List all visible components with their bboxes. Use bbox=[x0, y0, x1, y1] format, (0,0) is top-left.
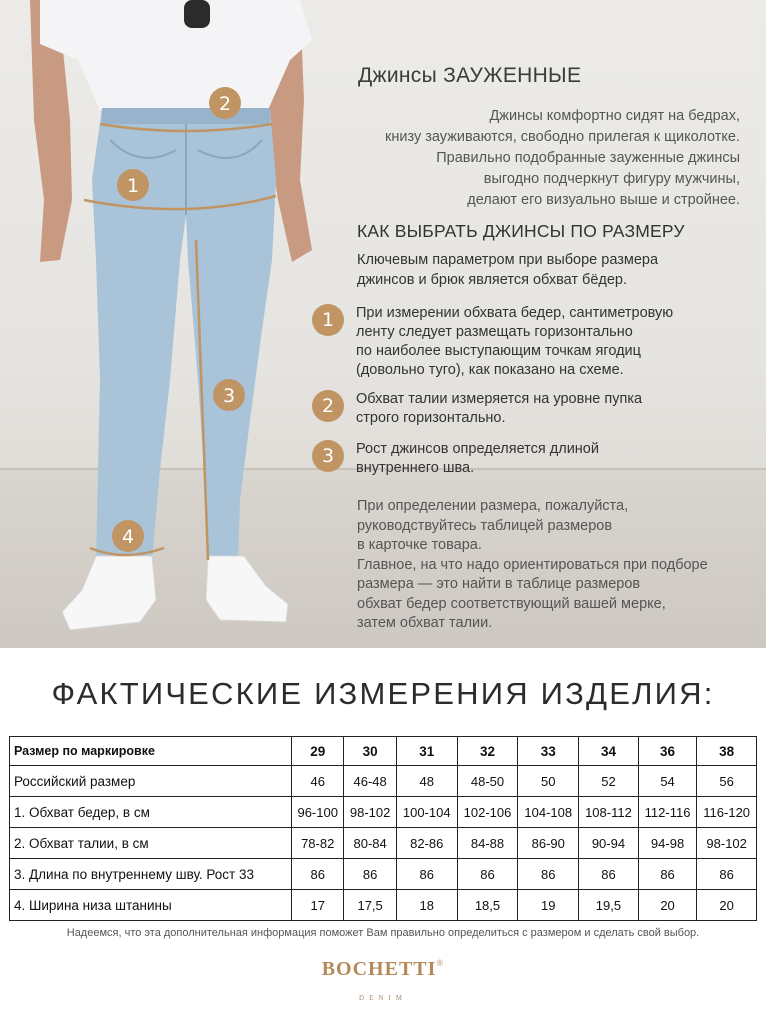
table-cell: 78-82 bbox=[292, 828, 344, 859]
step-line: строго горизонтально. bbox=[356, 410, 506, 426]
table-cell: 56 bbox=[697, 766, 757, 797]
step-line: Обхват талии измеряется на уровне пупка bbox=[356, 391, 643, 407]
table-cell: 86 bbox=[638, 859, 697, 890]
table-row bbox=[10, 797, 757, 828]
table-cell: 98-102 bbox=[697, 828, 757, 859]
marker-4 bbox=[112, 520, 144, 552]
table-cell: 46 bbox=[292, 766, 344, 797]
step-text bbox=[356, 440, 599, 478]
table-row bbox=[10, 766, 757, 797]
step-line: Рост джинсов определяется длиной bbox=[356, 441, 599, 457]
size-table bbox=[9, 736, 757, 921]
svg-text:3: 3 bbox=[222, 385, 236, 407]
sizing-note bbox=[357, 497, 708, 634]
table-cell: 19,5 bbox=[579, 890, 639, 921]
table-cell: 102-106 bbox=[457, 797, 518, 828]
table-cell: 100-104 bbox=[396, 797, 457, 828]
table-cell: 86 bbox=[344, 859, 396, 890]
model-illustration bbox=[0, 0, 330, 648]
jeans bbox=[92, 108, 276, 562]
table-row bbox=[10, 859, 757, 890]
table-cell: 20 bbox=[638, 890, 697, 921]
step-number-badge: 2 bbox=[312, 390, 344, 422]
step-text bbox=[356, 390, 642, 428]
size-cell: 34 bbox=[579, 737, 639, 766]
table-cell: 20 bbox=[697, 890, 757, 921]
size-cell: 30 bbox=[344, 737, 396, 766]
note-line: в карточке товара. bbox=[357, 537, 482, 553]
table-cell: 50 bbox=[518, 766, 579, 797]
table-cell: 18,5 bbox=[457, 890, 518, 921]
table-cell: 86 bbox=[518, 859, 579, 890]
table-cell: 86 bbox=[579, 859, 639, 890]
note-line: Главное, на что надо ориентироваться при подборе bbox=[357, 556, 708, 573]
table-row bbox=[10, 828, 757, 859]
note-line: При определении размера, пожалуйста, bbox=[357, 498, 629, 514]
table-cell: 17 bbox=[292, 890, 344, 921]
table-cell: 18 bbox=[396, 890, 457, 921]
table-cell: 104-108 bbox=[518, 797, 579, 828]
note-line: руководствуйтесь таблицей размеров bbox=[357, 517, 613, 534]
row-label: 2. Обхват талии, в см bbox=[10, 828, 292, 859]
table-cell: 84-88 bbox=[457, 828, 518, 859]
marker-1 bbox=[117, 169, 149, 201]
table-cell: 80-84 bbox=[344, 828, 396, 859]
table-cell: 86-90 bbox=[518, 828, 579, 859]
row-label: 1. Обхват бедер, в см bbox=[10, 797, 292, 828]
step-line: При измерении обхвата бедер, сантиметровую bbox=[356, 305, 674, 321]
table-cell: 48-50 bbox=[457, 766, 518, 797]
table-cell: 90-94 bbox=[579, 828, 639, 859]
key-parameter-text bbox=[357, 250, 658, 290]
table-cell: 112-116 bbox=[638, 797, 697, 828]
table-cell: 86 bbox=[457, 859, 518, 890]
table-cell: 94-98 bbox=[638, 828, 697, 859]
right-shoe bbox=[206, 556, 288, 622]
table-cell: 98-102 bbox=[344, 797, 396, 828]
intro-line: выгодно подчеркнут фигуру мужчины, bbox=[483, 171, 740, 187]
intro-line: Правильно подобранные зауженные джинсы bbox=[436, 150, 740, 166]
size-cell: 33 bbox=[518, 737, 579, 766]
how-to-choose-heading: КАК ВЫБРАТЬ ДЖИНСЫ ПО РАЗМЕРУ bbox=[357, 221, 685, 241]
table-cell: 108-112 bbox=[579, 797, 639, 828]
svg-text:2: 2 bbox=[218, 93, 232, 115]
table-header-row bbox=[10, 737, 757, 766]
step-number-badge: 1 bbox=[312, 304, 344, 336]
measurements-heading: ФАКТИЧЕСКИЕ ИЗМЕРЕНИЯ ИЗДЕЛИЯ: bbox=[51, 676, 715, 711]
page-title: Джинсы ЗАУЖЕННЫЕ bbox=[358, 64, 582, 87]
brand-logo bbox=[0, 958, 766, 981]
table-cell: 52 bbox=[579, 766, 639, 797]
brand-subtitle: DENIM bbox=[359, 994, 407, 1002]
size-cell: 31 bbox=[396, 737, 457, 766]
marker-2 bbox=[209, 87, 241, 119]
size-cell: 38 bbox=[697, 737, 757, 766]
key-line: Ключевым параметром при выборе размера bbox=[357, 252, 659, 268]
step-line: внутреннего шва. bbox=[356, 460, 475, 476]
step-line: ленту следует размещать горизонтально bbox=[356, 324, 633, 340]
row-label: 3. Длина по внутреннему шву. Рост 33 bbox=[10, 859, 292, 890]
row-label: 4. Ширина низа штанины bbox=[10, 890, 292, 921]
table-cell: 48 bbox=[396, 766, 457, 797]
step-text bbox=[356, 304, 673, 380]
step-line: по наиболее выступающим точкам ягодиц bbox=[356, 343, 641, 359]
table-cell: 116-120 bbox=[697, 797, 757, 828]
phone bbox=[184, 0, 210, 28]
key-line: джинсов и брюк является обхват бёдер. bbox=[357, 272, 628, 288]
registered-mark: ® bbox=[436, 958, 445, 968]
left-shoe bbox=[62, 556, 156, 630]
table-cell: 19 bbox=[518, 890, 579, 921]
svg-text:4: 4 bbox=[121, 526, 135, 548]
footer-note: Надеемся, что эта дополнительная информация поможет Вам правильно определиться с размером и сделать свой выбор. bbox=[66, 927, 700, 939]
table-header-label: Размер по маркировке bbox=[10, 737, 292, 766]
marker-3 bbox=[213, 379, 245, 411]
size-cell: 29 bbox=[292, 737, 344, 766]
table-cell: 54 bbox=[638, 766, 697, 797]
note-line: затем обхват талии. bbox=[357, 615, 493, 631]
intro-line: делают его визуально выше и стройнее. bbox=[467, 192, 740, 208]
size-cell: 36 bbox=[638, 737, 697, 766]
table-cell: 82-86 bbox=[396, 828, 457, 859]
waistband bbox=[102, 108, 270, 124]
intro-line: Джинсы комфортно сидят на бедрах, bbox=[489, 108, 740, 124]
brand-name: BOCHETTI bbox=[321, 958, 437, 980]
intro-line: книзу зауживаются, свободно прилегая к щиколотке. bbox=[385, 129, 740, 145]
table-cell: 17,5 bbox=[344, 890, 396, 921]
note-line: размера — это найти в таблице размеров bbox=[357, 576, 641, 592]
step-number-badge: 3 bbox=[312, 440, 344, 472]
table-cell: 86 bbox=[697, 859, 757, 890]
table-cell: 86 bbox=[292, 859, 344, 890]
size-cell: 32 bbox=[457, 737, 518, 766]
table-cell: 96-100 bbox=[292, 797, 344, 828]
table-cell: 46-48 bbox=[344, 766, 396, 797]
note-line: обхват бедер соответствующий вашей мерке, bbox=[357, 595, 666, 612]
step-1 bbox=[312, 304, 673, 380]
intro-text bbox=[300, 106, 740, 211]
row-label: Российский размер bbox=[10, 766, 292, 797]
step-line: (довольно туго), как показано на схеме. bbox=[356, 362, 624, 378]
table-row bbox=[10, 890, 757, 921]
table-cell: 86 bbox=[396, 859, 457, 890]
step-2 bbox=[312, 390, 642, 428]
svg-text:1: 1 bbox=[126, 175, 140, 197]
step-3 bbox=[312, 440, 599, 478]
t-shirt bbox=[40, 0, 312, 110]
